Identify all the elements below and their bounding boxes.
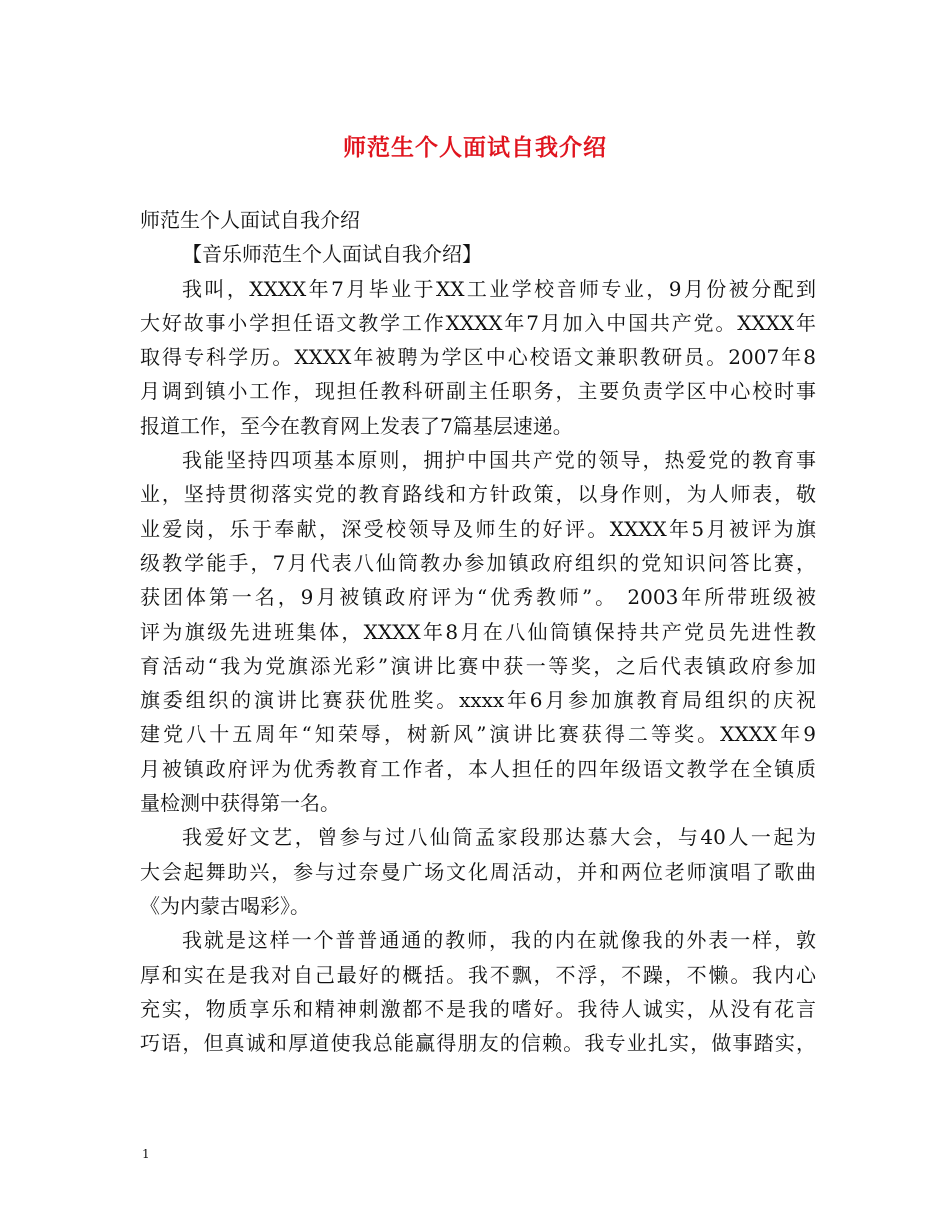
body-line: 我能坚持四项基本原则，拥护中国共产党的领导，热爱党的教育事 (182, 448, 816, 473)
page-number: 1 (142, 1147, 150, 1161)
body-line: 评为旗级先进班集体，XXXX年8月在八仙筒镇保持共产党员先进性教 (140, 619, 816, 644)
body-line: 《为内蒙古喝彩》。 (140, 893, 310, 918)
body-line: 业爱岗，乐于奉献，深受校领导及师生的好评。XXXX年5月被评为旗 (140, 516, 816, 541)
body-line: 我爱好文艺，曾参与过八仙筒孟家段那达慕大会，与40人一起为 (182, 825, 816, 850)
body-line: 建党八十五周年“知荣辱，树新风”演讲比赛获得二等奖。XXXX年9 (140, 722, 816, 747)
body-line: 月被镇政府评为优秀教育工作者，本人担任的四年级语文教学在全镇质 (140, 756, 816, 781)
body-line: 师范生个人面试自我介绍 (140, 208, 360, 232)
document-title: 师范生个人面试自我介绍 (343, 134, 607, 161)
body-line: 厚和实在是我对自己最好的概括。我不飘，不浮，不躁，不懒。我内心 (140, 962, 816, 987)
body-line: 获团体第一名，9月被镇政府评为“优秀教师”。 2003年所带班级被 (140, 585, 816, 610)
body-line: 我叫，XXXX年7月毕业于XX工业学校音师专业，9月份被分配到 (182, 276, 816, 301)
body-line: 旗委组织的演讲比赛获优胜奖。xxxx年6月参加旗教育局组织的庆祝 (140, 688, 816, 713)
body-line: 大会起舞助兴，参与过奈曼广场文化周活动，并和两位老师演唱了歌曲 (140, 859, 816, 884)
body-line: 量检测中获得第一名。 (140, 791, 340, 816)
body-line: 充实，物质享乐和精神刺激都不是我的嗜好。我待人诚实，从没有花言 (140, 996, 816, 1021)
body-line: 业，坚持贯彻落实党的教育路线和方针政策，以身作则，为人师表，敬 (140, 482, 816, 507)
body-line: 我就是这样一个普普通通的教师，我的内在就像我的外表一样，敦 (182, 928, 816, 953)
body-line: 月调到镇小工作，现担任教科研副主任职务，主要负责学区中心校时事 (140, 379, 816, 404)
body-line: 育活动“我为党旗添光彩”演讲比赛中获一等奖，之后代表镇政府参加 (140, 653, 816, 678)
body-line: 级教学能手，7月代表八仙筒教办参加镇政府组织的党知识问答比赛， (140, 550, 816, 575)
body-line: 【音乐师范生个人面试自我介绍】 (182, 242, 482, 267)
body-line: 巧语，但真诚和厚道使我总能赢得朋友的信赖。我专业扎实，做事踏实， (140, 1031, 816, 1056)
body-line: 大好故事小学担任语文教学工作XXXX年7月加入中国共产党。XXXX年 (140, 310, 816, 335)
body-line: 报道工作，至今在教育网上发表了7篇基层速递。 (140, 413, 573, 438)
document-body (140, 203, 816, 1060)
body-line: 取得专科学历。XXXX年被聘为学区中心校语文兼职教研员。2007年8 (140, 345, 816, 370)
